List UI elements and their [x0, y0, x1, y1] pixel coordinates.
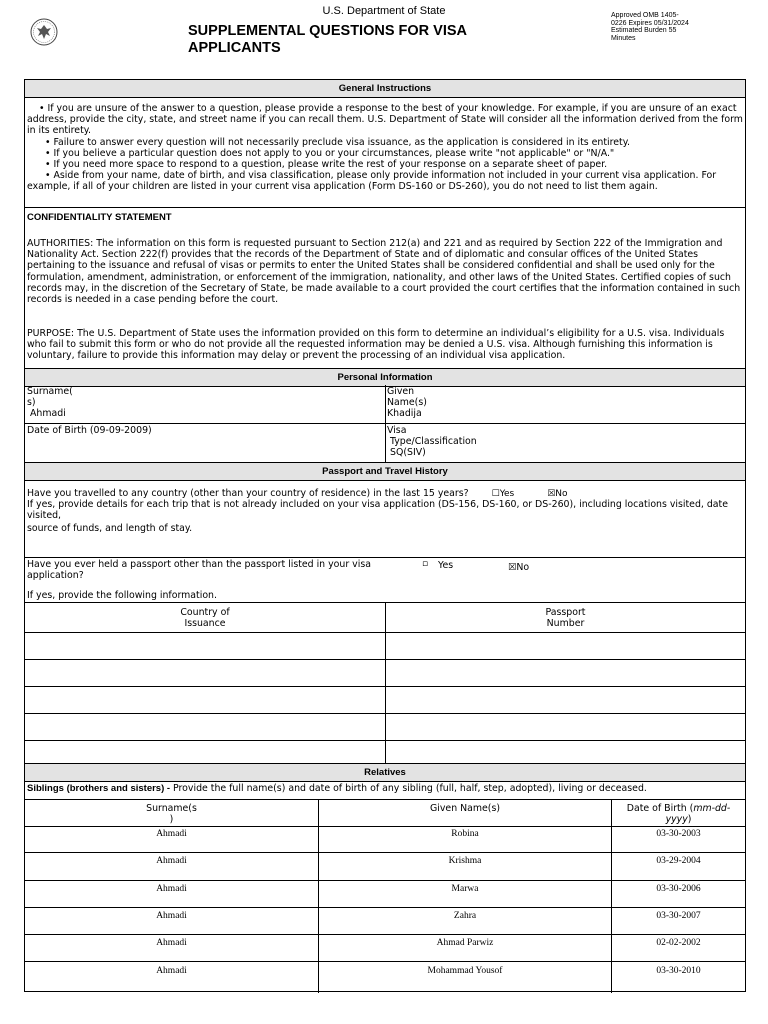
passport-table-row[interactable]	[25, 714, 745, 740]
visa-type-cell	[387, 425, 477, 459]
form-title: SUPPLEMENTAL QUESTIONS FOR VISA APPLICANTS	[188, 23, 467, 56]
general-instructions-heading: General Instructions	[25, 80, 745, 98]
dob-field[interactable]: Date of Birth (09-09-2009)	[27, 425, 152, 436]
instruction-bullet: • If you believe a particular question does not apply to you or your circumstances, please write "not applicable" or "N/A."	[45, 147, 615, 159]
given-name-label: Name(s)	[387, 397, 427, 409]
visa-type-label: Visa	[387, 425, 407, 436]
column-header: yyyy	[665, 814, 688, 826]
omb-notice	[611, 12, 721, 42]
other-passport-no-checkbox[interactable]: ☒No	[508, 562, 530, 573]
omb-line: Approved OMB 1405-	[611, 12, 679, 19]
given-name-value[interactable]: Khadija	[387, 408, 422, 420]
surname-label: s)	[27, 397, 36, 409]
sibling-surname-cell[interactable]: Ahmadi	[156, 883, 187, 894]
other-passport-question: Have you ever held a passport other than the passport listed in your visa application?	[27, 559, 371, 582]
sibling-dob-cell[interactable]: 02-02-2002	[656, 938, 701, 949]
surname-label-cell	[27, 386, 73, 420]
siblings-given-name-header: Given Name(s)	[430, 803, 500, 814]
column-header: Country of	[180, 607, 230, 618]
surname-label: Surname(	[27, 386, 73, 397]
authorities-text: AUTHORITIES: The information on this form is requested pursuant to Section 212(a) and 221 and as required by Section 222 of the Immigration and Nationality Act. Section 222(f) provides that the records of the Department of State and of diplomatic and consular offices of the United States pertaining to the issuance and refusal of visas or permits to enter the United States shall be considered confidential and shall be used only for the formulation, amendment, administration, or enforcement of the immigration, nationality, and other laws of the United States. Certified copies of such records may, in the discretion of the Secretary of State, be made available to a court provided the court certifies that the information contained in such records is needed in a case pending before the court.	[27, 238, 741, 306]
siblings-instruction	[27, 783, 743, 794]
siblings-label: Siblings (brothers and sisters) -	[27, 783, 171, 794]
given-name-cell	[387, 386, 427, 420]
visa-type-label: Type/Classification	[390, 436, 477, 448]
column-header: Issuance	[184, 618, 226, 630]
column-header: Surname(s	[146, 803, 197, 814]
travel-no-checkbox[interactable]: ☒No	[547, 489, 568, 499]
sibling-dob-cell[interactable]: 03-30-2010	[656, 965, 701, 976]
column-header: Date of Birth (	[626, 803, 694, 814]
sibling-dob-cell[interactable]: 03-30-2007	[656, 910, 701, 921]
sibling-surname-cell[interactable]: Ahmadi	[156, 910, 187, 921]
department-name: U.S. Department of State	[322, 5, 446, 17]
surname-value[interactable]: Ahmadi	[30, 408, 66, 420]
table-row[interactable]	[25, 826, 745, 853]
instruction-paragraph: • If you are unsure of the answer to a question, please provide a response to the best of your knowledge. For example, if you are unsure of an exact address, provide the city, state, and street name if you can recall them. U.S. Department of State will consider all the information derived from the form in its entirety.	[27, 103, 743, 137]
travel-detail-text: If yes, provide details for each trip that is not already included on your visa application (DS-156, DS-160, or DS-260), including locations visited, date visited,	[27, 499, 728, 522]
department-seal-icon	[30, 18, 58, 46]
passport-table-row[interactable]	[25, 633, 745, 659]
sibling-given-name-cell[interactable]: Mohammad Yousof	[427, 965, 503, 976]
omb-line: Estimated Burden 55	[611, 27, 677, 34]
other-passport-yes-checkbox[interactable]: ▫	[422, 559, 429, 569]
passport-number-header	[386, 607, 745, 629]
sibling-surname-cell[interactable]: Ahmadi	[156, 965, 187, 976]
relatives-heading: Relatives	[25, 763, 745, 782]
sibling-surname-cell[interactable]: Ahmadi	[156, 856, 187, 867]
country-of-issuance-header	[25, 607, 385, 629]
instruction-bullet: • Failure to answer every question will not necessarily preclude visa issuance, as the application is considered in its entirety.	[45, 136, 630, 148]
travel-question-text: Have you travelled to any country (other than your country of residence) in the last 15 years?	[27, 488, 469, 499]
other-passport-detail: If yes, provide the following information.	[27, 590, 217, 601]
sibling-surname-cell[interactable]: Ahmadi	[156, 938, 187, 949]
column-header: Number	[546, 618, 585, 630]
sibling-given-name-cell[interactable]: Zahra	[453, 910, 477, 921]
sibling-given-name-cell[interactable]: Ahmad Parwiz	[436, 938, 494, 949]
personal-information-heading: Personal Information	[25, 368, 745, 387]
table-row[interactable]	[25, 908, 745, 935]
form-body	[24, 79, 746, 992]
confidentiality-heading: CONFIDENTIALITY STATEMENT	[27, 212, 172, 223]
table-row[interactable]	[25, 963, 745, 990]
siblings-text: Provide the full name(s) and date of birth of any sibling (full, half, step, adopted), living or deceased.	[170, 783, 647, 794]
sibling-surname-cell[interactable]: Ahmadi	[156, 829, 187, 839]
instruction-bullet: • Aside from your name, date of birth, and visa classification, please only provide information not included in your current visa application. For example, if all of your children are listed in your current visa application (Form DS-160 or DS-260), you do not need to list them again.	[27, 170, 717, 193]
table-row[interactable]	[25, 881, 745, 908]
siblings-dob-header	[612, 803, 745, 825]
omb-line: 0226 Expires 05/31/2024	[611, 19, 689, 27]
sibling-given-name-cell[interactable]: Marwa	[451, 883, 479, 894]
column-header: )	[169, 814, 174, 826]
siblings-surname-header	[25, 803, 318, 825]
visa-type-value[interactable]: SQ(SIV)	[390, 447, 426, 459]
purpose-text: PURPOSE: The U.S. Department of State uses the information provided on this form to determine an individual’s eligibility for a U.S. visa. Individuals who fail to submit this form or who do not provide all the requested information may be denied a U.S. visa. Although furnishing this information is voluntary, failure to provide this information may delay or prevent the processing of an individual visa application.	[27, 328, 725, 362]
other-passport-yes-label: Yes	[438, 560, 454, 571]
sibling-given-name-cell[interactable]: Robina	[451, 829, 479, 839]
sibling-dob-cell[interactable]: 03-30-2006	[656, 883, 701, 894]
sibling-dob-cell[interactable]: 03-29-2004	[656, 856, 701, 867]
column-header: mm-dd-	[693, 803, 731, 814]
instruction-bullet: • If you need more space to respond to a question, please write the rest of your response on a separate sheet of paper.	[45, 159, 608, 171]
travel-yes-checkbox[interactable]: ☐Yes	[491, 489, 515, 499]
sibling-given-name-cell[interactable]: Krishma	[448, 856, 482, 867]
passport-travel-heading: Passport and Travel History	[25, 462, 745, 481]
general-instructions-text	[27, 103, 743, 193]
table-row[interactable]	[25, 853, 745, 880]
passport-table-row[interactable]	[25, 660, 745, 686]
travel-detail-text: source of funds, and length of stay.	[27, 523, 193, 534]
given-name-label: Given	[387, 386, 415, 397]
passport-table-row[interactable]	[25, 741, 745, 763]
table-row[interactable]	[25, 935, 745, 962]
sibling-dob-cell[interactable]: 03-30-2003	[656, 829, 701, 839]
passport-table-row[interactable]	[25, 687, 745, 713]
column-header: )	[687, 814, 692, 826]
column-header: Passport	[545, 607, 586, 618]
omb-line: Minutes	[611, 34, 636, 42]
